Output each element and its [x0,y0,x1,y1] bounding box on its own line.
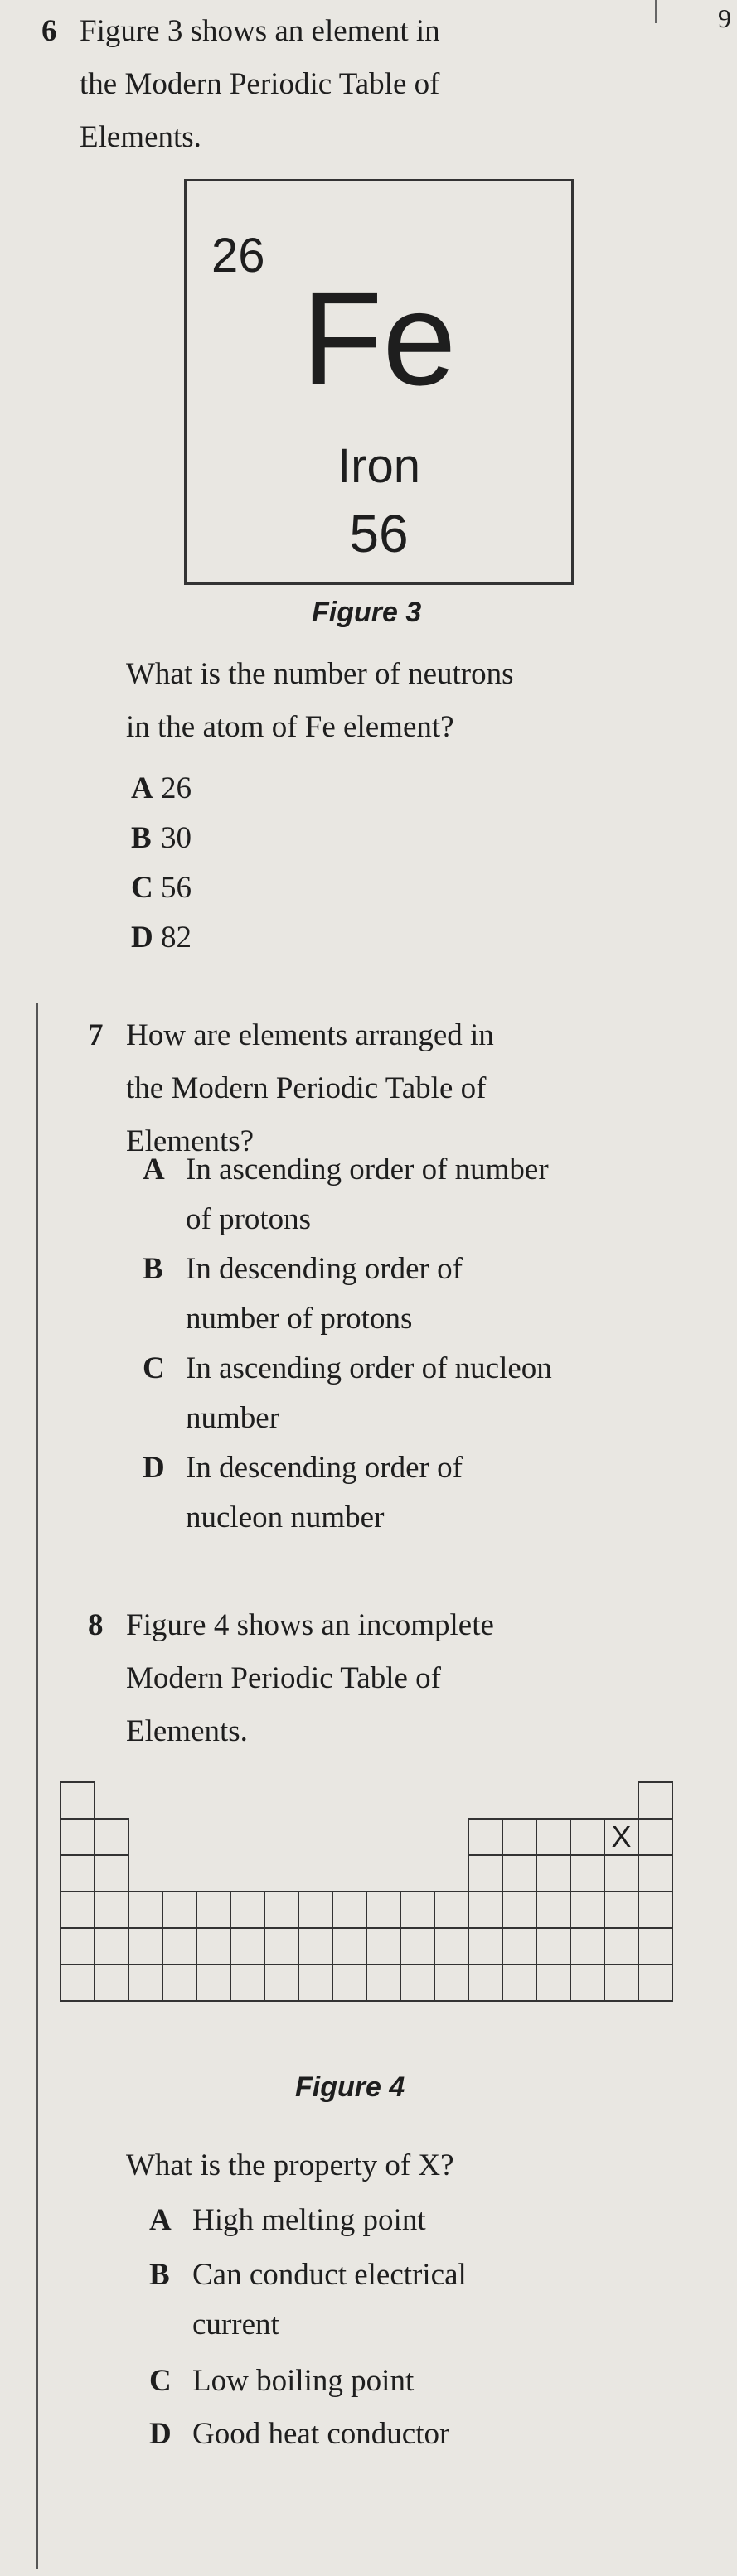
marked-element-cell: X [604,1818,639,1856]
q6-option-d[interactable] [131,913,192,963]
option-letter: B [131,821,152,855]
question-number: 8 [88,1608,104,1642]
table-cell [298,1927,333,1965]
option-text: Can conduct electrical [192,2258,467,2292]
option-letter: C [131,871,153,905]
table-cell [94,1818,129,1856]
table-cell [264,1891,299,1929]
element-tile [184,179,574,585]
table-cell [196,1927,231,1965]
table-cell [60,1781,95,1820]
table-cell [468,1927,503,1965]
table-cell [434,1927,469,1965]
stem-line: the Modern Periodic Table of [80,67,440,101]
question-line: in the atom of Fe element? [126,710,454,744]
option-text: of protons [186,1202,312,1236]
table-cell [468,1964,503,2002]
table-cell [196,1964,231,2002]
table-cell [400,1964,435,2002]
option-letter: B [149,2258,170,2292]
table-cell [570,1854,605,1892]
table-cell [502,1891,537,1929]
table-cell [128,1964,163,2002]
figure-3-caption: Figure 3 [312,597,422,628]
figure-4-caption: Figure 4 [295,2071,405,2103]
question-line: What is the number of neutrons [126,657,514,691]
table-cell [230,1964,265,2002]
table-cell [60,1964,95,2002]
table-cell [162,1927,197,1965]
question-line: What is the property of X? [126,2148,454,2182]
option-text: Low boiling point [192,2364,415,2398]
table-cell [468,1891,503,1929]
option-text: 82 [161,921,192,955]
table-cell [230,1927,265,1965]
option-text: number of protons [186,1302,413,1336]
q7-option-a[interactable] [143,1145,716,1245]
table-cell [638,1818,673,1856]
question-6-prompt [126,648,514,754]
q8-option-c[interactable] [149,2356,723,2406]
q8-option-a[interactable] [149,2196,723,2245]
option-text: Good heat conductor [192,2417,450,2451]
table-cell [400,1927,435,1965]
table-cell [536,1818,571,1856]
table-cell [604,1891,639,1929]
table-cell [264,1927,299,1965]
table-cell [638,1927,673,1965]
table-cell [570,1818,605,1856]
element-symbol: Fe [301,264,457,413]
table-cell [60,1818,95,1856]
question-8-stem [88,1599,494,1758]
table-cell [502,1818,537,1856]
option-text: number [186,1401,280,1435]
table-cell [128,1891,163,1929]
table-cell [536,1964,571,2002]
stem-line: the Modern Periodic Table of [126,1071,487,1105]
table-cell [536,1927,571,1965]
table-cell [468,1818,503,1856]
table-cell [638,1781,673,1820]
margin-rule [36,1003,38,2569]
table-cell [162,1964,197,2002]
table-cell [332,1927,367,1965]
table-cell [468,1854,503,1892]
table-cell [298,1891,333,1929]
question-6-stem [41,5,440,164]
table-cell [604,1964,639,2002]
option-text: In descending order of [186,1252,463,1286]
table-cell [502,1854,537,1892]
table-cell [570,1891,605,1929]
table-cell [60,1927,95,1965]
table-cell [298,1964,333,2002]
q6-option-a[interactable] [131,764,192,814]
table-cell [570,1964,605,2002]
table-cell [94,1891,129,1929]
option-letter: C [149,2364,172,2398]
table-cell [570,1927,605,1965]
option-letter: D [149,2417,172,2451]
nucleon-number: 56 [349,504,409,563]
table-cell [94,1964,129,2002]
q8-option-b[interactable] [149,2250,723,2350]
option-text: 30 [161,821,192,855]
stem-line: Elements. [80,120,201,154]
option-letter: C [143,1351,165,1385]
option-letter: D [143,1451,165,1485]
option-letter: B [143,1252,163,1286]
stem-line: Elements? [126,1124,255,1158]
table-cell [196,1891,231,1929]
table-cell [60,1854,95,1892]
stem-line: Modern Periodic Table of [126,1661,441,1695]
question-8-prompt [126,2139,454,2192]
proton-number: 26 [211,229,265,283]
option-text: High melting point [192,2203,426,2237]
option-letter: A [131,771,153,805]
table-cell [434,1891,469,1929]
option-text: 26 [161,771,192,805]
table-cell [366,1927,401,1965]
q6-option-c[interactable] [131,863,192,913]
table-cell [502,1927,537,1965]
table-cell [230,1891,265,1929]
table-cell [536,1891,571,1929]
table-cell [366,1891,401,1929]
q7-option-c[interactable] [143,1344,716,1443]
table-cell [604,1854,639,1892]
page-number: 9 [718,3,731,33]
table-cell [638,1891,673,1929]
table-cell [604,1927,639,1965]
table-cell [332,1891,367,1929]
stem-line: How are elements arranged in [126,1018,494,1052]
option-text: nucleon number [186,1501,385,1534]
option-text: 56 [161,871,192,905]
page-edge-line [655,0,657,23]
stem-line: Elements. [126,1714,248,1748]
option-letter: A [149,2203,172,2237]
table-cell [60,1891,95,1929]
table-cell [162,1891,197,1929]
table-cell [332,1964,367,2002]
table-cell [94,1854,129,1892]
option-letter: D [131,921,153,955]
table-cell [434,1964,469,2002]
stem-line: Figure 4 shows an incomplete [126,1608,494,1642]
q7-option-b[interactable] [143,1245,716,1344]
q8-option-d[interactable] [149,2409,723,2459]
option-letter: A [143,1153,165,1187]
table-cell [400,1891,435,1929]
q7-option-d[interactable] [143,1443,716,1543]
element-name: Iron [337,439,420,493]
table-cell [128,1927,163,1965]
question-number: 6 [41,14,57,48]
table-cell [94,1927,129,1965]
stem-line: Figure 3 shows an element in [80,14,440,48]
option-text: current [192,2308,279,2342]
table-cell [638,1964,673,2002]
q6-option-b[interactable] [131,814,192,863]
table-cell [502,1964,537,2002]
incomplete-periodic-table [60,1781,681,2042]
table-cell [536,1854,571,1892]
option-text: In ascending order of nucleon [186,1351,552,1385]
option-text: In ascending order of number [186,1153,549,1187]
table-cell [638,1854,673,1892]
question-number: 7 [88,1018,104,1052]
table-cell [366,1964,401,2002]
table-cell [264,1964,299,2002]
option-text: In descending order of [186,1451,463,1485]
